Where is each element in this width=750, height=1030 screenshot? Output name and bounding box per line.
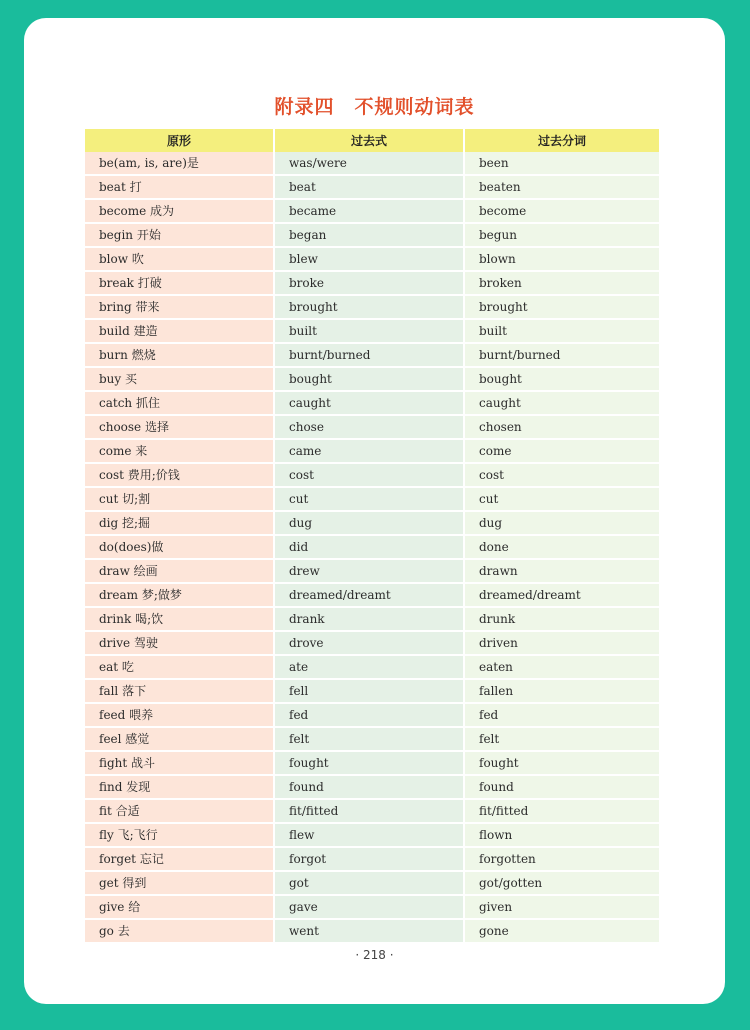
table-row (85, 848, 661, 872)
cell-past-participle: built (465, 320, 661, 344)
cell-past-tense: felt (275, 728, 465, 752)
table-header-row (85, 129, 661, 152)
cell-base-form: drive 驾驶 (85, 632, 275, 656)
cell-base-form: cost 费用;价钱 (85, 464, 275, 488)
cell-past-participle: chosen (465, 416, 661, 440)
cell-base-form: begin 开始 (85, 224, 275, 248)
cell-base-form: choose 选择 (85, 416, 275, 440)
cell-past-participle: given (465, 896, 661, 920)
table-row (85, 608, 661, 632)
cell-past-tense: gave (275, 896, 465, 920)
table-row (85, 728, 661, 752)
cell-past-tense: fit/fitted (275, 800, 465, 824)
table-row (85, 632, 661, 656)
table-row (85, 416, 661, 440)
page-number: · 218 · (355, 948, 394, 962)
cell-past-participle: brought (465, 296, 661, 320)
cell-base-form: fall 落下 (85, 680, 275, 704)
cell-base-form: beat 打 (85, 176, 275, 200)
table-row (85, 824, 661, 848)
cell-base-form: buy 买 (85, 368, 275, 392)
table-row (85, 896, 661, 920)
cell-past-participle: flown (465, 824, 661, 848)
cell-base-form: fit 合适 (85, 800, 275, 824)
cell-past-tense: was/were (275, 152, 465, 176)
cell-past-participle: done (465, 536, 661, 560)
table-row (85, 248, 661, 272)
cell-past-participle: gone (465, 920, 661, 944)
table-row (85, 920, 661, 944)
table-body (85, 152, 661, 944)
cell-base-form: blow 吹 (85, 248, 275, 272)
cell-past-tense: drank (275, 608, 465, 632)
table-row (85, 224, 661, 248)
cell-past-tense: burnt/burned (275, 344, 465, 368)
cell-past-participle: become (465, 200, 661, 224)
table-row (85, 752, 661, 776)
cell-base-form: burn 燃烧 (85, 344, 275, 368)
cell-past-participle: broken (465, 272, 661, 296)
cell-past-participle: found (465, 776, 661, 800)
cell-base-form: build 建造 (85, 320, 275, 344)
cell-past-tense: bought (275, 368, 465, 392)
cell-past-participle: drunk (465, 608, 661, 632)
cell-past-tense: went (275, 920, 465, 944)
cell-past-participle: beaten (465, 176, 661, 200)
cell-base-form: do(does)做 (85, 536, 275, 560)
cell-past-tense: came (275, 440, 465, 464)
table-row (85, 584, 661, 608)
cell-base-form: dig 挖;掘 (85, 512, 275, 536)
cell-past-participle: blown (465, 248, 661, 272)
cell-base-form: eat 吃 (85, 656, 275, 680)
cell-past-participle: fought (465, 752, 661, 776)
table-row (85, 344, 661, 368)
cell-past-participle: forgotten (465, 848, 661, 872)
cell-past-tense: forgot (275, 848, 465, 872)
cell-past-tense: broke (275, 272, 465, 296)
cell-past-participle: bought (465, 368, 661, 392)
cell-past-participle: cut (465, 488, 661, 512)
table-row (85, 320, 661, 344)
cell-base-form: give 给 (85, 896, 275, 920)
cell-past-tense: brought (275, 296, 465, 320)
cell-base-form: come 来 (85, 440, 275, 464)
cell-base-form: fight 战斗 (85, 752, 275, 776)
table-row (85, 440, 661, 464)
cell-base-form: catch 抓住 (85, 392, 275, 416)
cell-past-tense: became (275, 200, 465, 224)
cell-base-form: go 去 (85, 920, 275, 944)
cell-past-participle: dreamed/dreamt (465, 584, 661, 608)
cell-past-tense: did (275, 536, 465, 560)
cell-past-participle: been (465, 152, 661, 176)
cell-past-tense: drew (275, 560, 465, 584)
cell-past-participle: fed (465, 704, 661, 728)
cell-past-tense: fell (275, 680, 465, 704)
cell-past-tense: fought (275, 752, 465, 776)
table-row (85, 200, 661, 224)
cell-past-participle: fallen (465, 680, 661, 704)
cell-past-participle: caught (465, 392, 661, 416)
cell-base-form: break 打破 (85, 272, 275, 296)
table-row (85, 704, 661, 728)
cell-base-form: fly 飞;飞行 (85, 824, 275, 848)
cell-past-participle: felt (465, 728, 661, 752)
cell-past-participle: got/gotten (465, 872, 661, 896)
cell-past-tense: chose (275, 416, 465, 440)
cell-base-form: feed 喂养 (85, 704, 275, 728)
cell-past-tense: got (275, 872, 465, 896)
table-row (85, 464, 661, 488)
table-row (85, 512, 661, 536)
header-past-tense: 过去式 (275, 129, 465, 152)
irregular-verb-table (85, 129, 661, 944)
cell-base-form: drink 喝;饮 (85, 608, 275, 632)
table-row (85, 560, 661, 584)
cell-past-participle: eaten (465, 656, 661, 680)
cell-base-form: bring 带来 (85, 296, 275, 320)
cell-past-tense: fed (275, 704, 465, 728)
table-row (85, 368, 661, 392)
table-row (85, 392, 661, 416)
table-row (85, 656, 661, 680)
table-row (85, 776, 661, 800)
cell-past-participle: dug (465, 512, 661, 536)
cell-past-tense: dug (275, 512, 465, 536)
header-base-form: 原形 (85, 129, 275, 152)
header-past-participle: 过去分词 (465, 129, 661, 152)
cell-past-tense: beat (275, 176, 465, 200)
page (24, 18, 725, 1004)
cell-past-participle: burnt/burned (465, 344, 661, 368)
cell-past-tense: began (275, 224, 465, 248)
cell-base-form: get 得到 (85, 872, 275, 896)
table-row (85, 488, 661, 512)
cell-past-participle: fit/fitted (465, 800, 661, 824)
cell-past-tense: blew (275, 248, 465, 272)
table-row (85, 152, 661, 176)
table-row (85, 872, 661, 896)
cell-base-form: feel 感觉 (85, 728, 275, 752)
table-row (85, 680, 661, 704)
page-title: 附录四 不规则动词表 (274, 96, 475, 118)
cell-past-tense: ate (275, 656, 465, 680)
cell-past-participle: driven (465, 632, 661, 656)
cell-past-participle: begun (465, 224, 661, 248)
cell-base-form: dream 梦;做梦 (85, 584, 275, 608)
cell-base-form: cut 切;割 (85, 488, 275, 512)
cell-base-form: become 成为 (85, 200, 275, 224)
cell-past-tense: cut (275, 488, 465, 512)
table-row (85, 176, 661, 200)
cell-past-tense: drove (275, 632, 465, 656)
table-row (85, 536, 661, 560)
cell-past-tense: flew (275, 824, 465, 848)
cell-base-form: draw 绘画 (85, 560, 275, 584)
table-row (85, 296, 661, 320)
cell-past-participle: drawn (465, 560, 661, 584)
cell-past-participle: come (465, 440, 661, 464)
cell-base-form: forget 忘记 (85, 848, 275, 872)
cell-base-form: be(am, is, are)是 (85, 152, 275, 176)
cell-past-tense: dreamed/dreamt (275, 584, 465, 608)
cell-past-tense: built (275, 320, 465, 344)
cell-past-tense: cost (275, 464, 465, 488)
table-row (85, 800, 661, 824)
cell-past-participle: cost (465, 464, 661, 488)
cell-past-tense: found (275, 776, 465, 800)
table-row (85, 272, 661, 296)
cell-base-form: find 发现 (85, 776, 275, 800)
cell-past-tense: caught (275, 392, 465, 416)
